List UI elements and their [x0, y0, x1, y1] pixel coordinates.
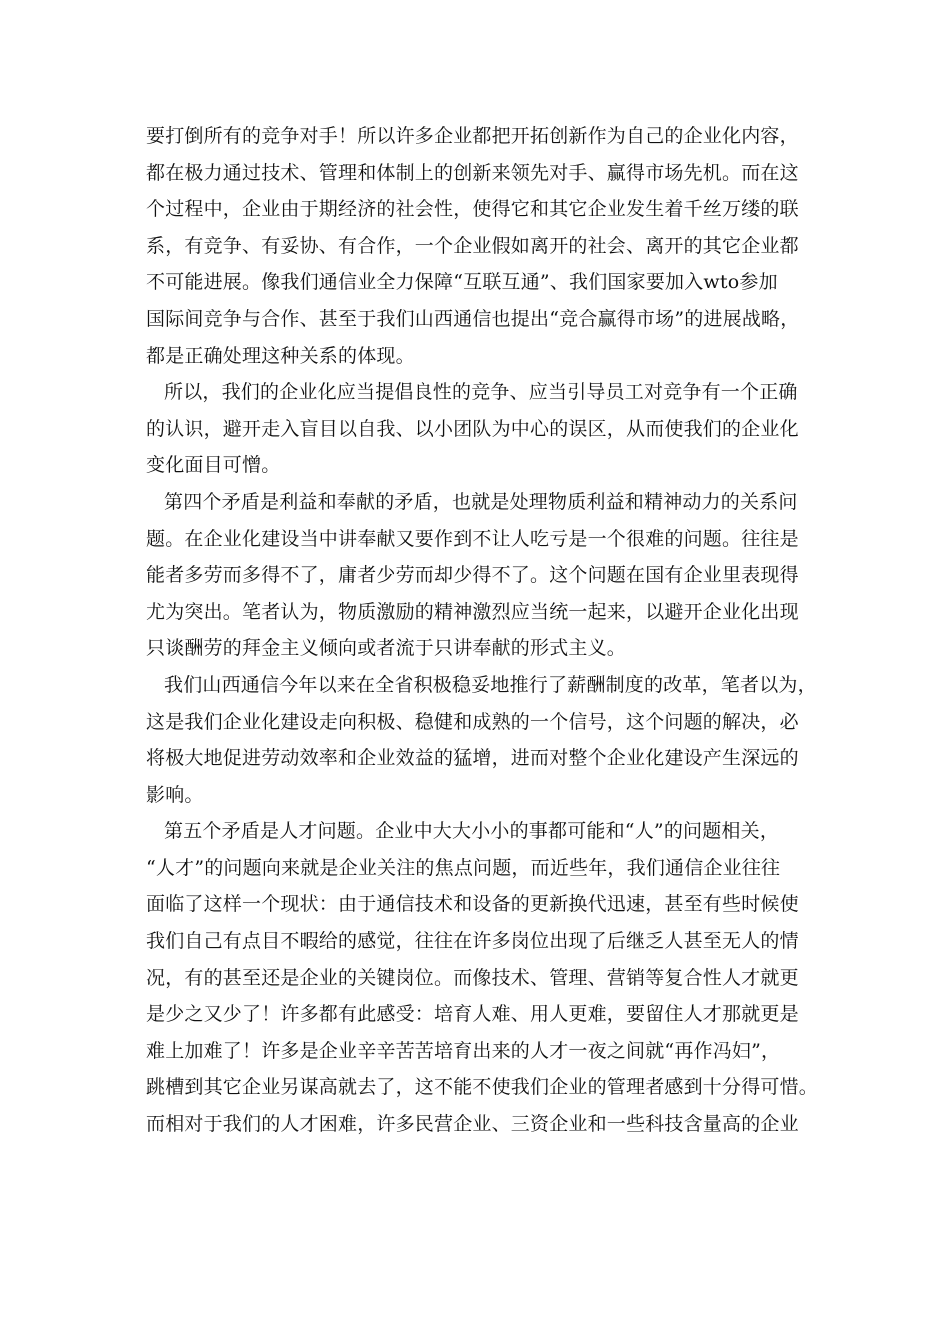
paragraph-first-line: 第四个矛盾是利益和奉献的矛盾，也就是处理物质利益和精神动力的关系问 [164, 490, 798, 513]
text-line: 的认识，避开走入盲目以自我、以小团队为中心的误区，从而使我们的企业化 [146, 417, 799, 440]
text-line: 能者多劳而多得不了，庸者少劳而却少得不了。这个问题在国有企业里表现得 [146, 564, 799, 587]
body-text [146, 118, 819, 1143]
paragraph-first-line: 第五个矛盾是人才问题。企业中大大小小的事都可能和“人”的问题相关， [164, 820, 780, 843]
text-line: 况，有的甚至还是企业的关键岗位。而像技术、管理、营销等复合性人才就更 [146, 966, 799, 989]
text-line: 我们自己有点目不暇给的感觉，往往在许多岗位出现了后继乏人甚至无人的情 [146, 930, 799, 953]
text-line: 个过程中，企业由于期经济的社会性，使得它和其它企业发生着千丝万缕的联 [146, 198, 799, 221]
text-line: 而相对于我们的人才困难，许多民营企业、三资企业和一些科技含量高的企业 [146, 1113, 799, 1136]
text-line: 国际间竞争与合作、甚至于我们山西通信也提出“竞合赢得市场”的进展战略， [146, 307, 800, 330]
text-line: 面临了这样一个现状：由于通信技术和设备的更新换代迅速，甚至有些时候使 [146, 893, 799, 916]
text-line: 是少之又少了！许多都有此感受：培育人难、用人更难，要留住人才那就更是 [146, 1003, 799, 1026]
text-line: 只谈酬劳的拜金主义倾向或者流于只讲奉献的形式主义。 [146, 637, 627, 660]
text-line: 题。在企业化建设当中讲奉献又要作到不让人吃亏是一个很难的问题。往往是 [146, 527, 799, 550]
text-line: 难上加难了！许多是企业辛辛苦苦培育出来的人才一夜之间就“再作冯妇”， [146, 1039, 781, 1062]
text-line: 不可能进展。像我们通信业全力保障“互联互通”、我们国家要加入wto参加 [146, 271, 778, 294]
text-line: 尤为突出。笔者认为，物质激励的精神激烈应当统一起来，以避开企业化出现 [146, 600, 799, 623]
text-line: 跳槽到其它企业另谋高就去了，这不能不使我们企业的管理者感到十分得可惜。 [146, 1076, 819, 1099]
text-line: “人才”的问题向来就是企业关注的焦点问题，而近些年，我们通信企业往往 [146, 856, 781, 879]
text-line: 这是我们企业化建设走向积极、稳健和成熟的一个信号，这个问题的解决，必 [146, 710, 799, 733]
text-line: 系，有竞争、有妥协、有合作，一个企业假如离开的社会、离开的其它企业都 [146, 234, 799, 257]
paragraph-first-line: 所以，我们的企业化应当提倡良性的竞争、应当引导员工对竞争有一个正确 [164, 381, 798, 404]
text-line: 都是正确处理这种关系的体现。 [146, 344, 415, 367]
text-line: 都在极力通过技术、管理和体制上的创新来领先对手、赢得市场先机。而在这 [146, 161, 799, 184]
text-line: 影响。 [146, 783, 204, 806]
text-line: 将极大地促进劳动效率和企业效益的猛增，进而对整个企业化建设产生深远的 [146, 747, 799, 770]
text-line: 变化面目可憎。 [146, 454, 281, 477]
paragraph-first-line: 我们山西通信今年以来在全省积极稳妥地推行了薪酬制度的改革，笔者以为， [164, 673, 817, 696]
text-line: 要打倒所有的竞争对手！所以许多企业都把开拓创新作为自己的企业化内容， [146, 125, 799, 147]
